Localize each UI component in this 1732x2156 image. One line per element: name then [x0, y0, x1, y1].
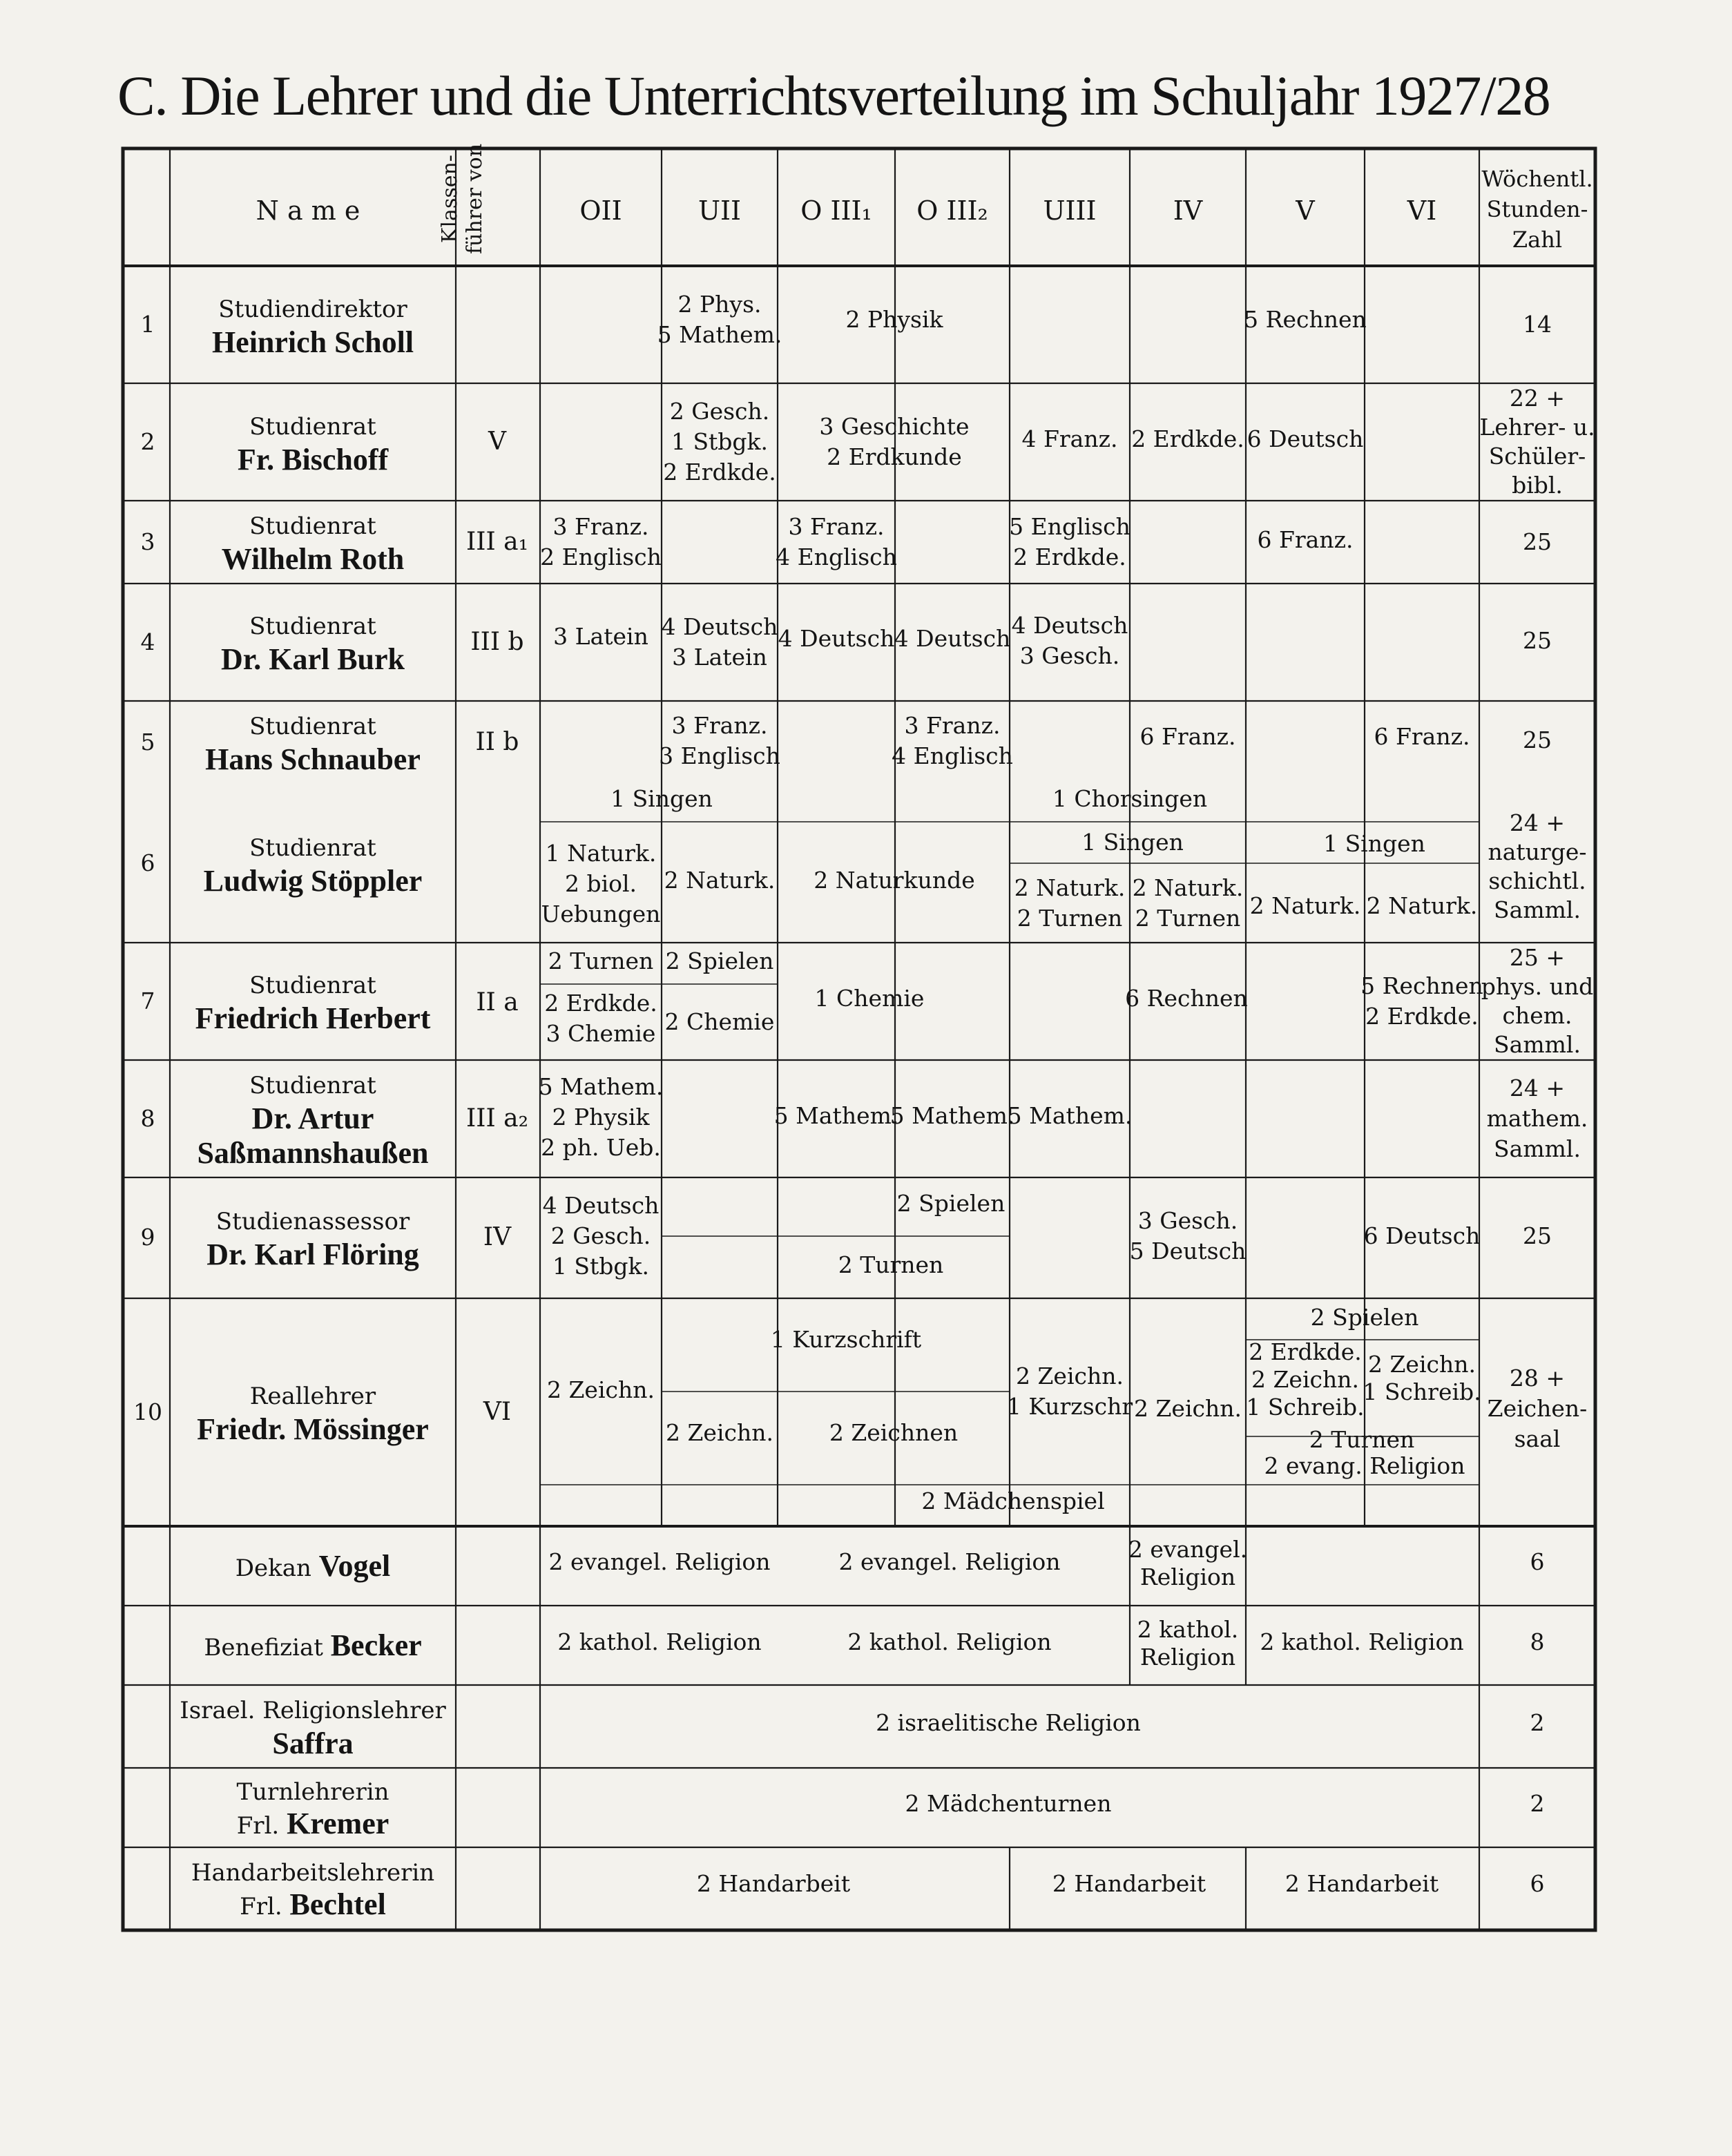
row-number: 9: [140, 1224, 155, 1251]
lesson-cell: 2 Zeichn.: [666, 1419, 773, 1446]
lesson-cell: 2 kathol. Religion: [847, 1628, 1052, 1655]
lesson-cell: 2 Spielen: [1310, 1304, 1419, 1331]
header-vi: VI: [1407, 195, 1437, 226]
teacher-name: Studienrat Hans Schnauber: [205, 712, 421, 776]
teacher-name: Benefiziat Becker: [204, 1628, 422, 1662]
klassenfuehrer-cell: II a: [476, 988, 519, 1017]
lesson-cell: 4 Deutsch: [894, 625, 1011, 652]
lesson-cell: 2 Spielen: [665, 947, 774, 974]
row-number: 6: [140, 849, 155, 876]
lesson-cell: 6 Franz.: [1139, 723, 1236, 750]
lesson-cell: 3 Gesch. 5 Deutsch: [1129, 1207, 1247, 1264]
lesson-cell: 2 Handarbeit: [696, 1870, 851, 1897]
lesson-cell: 3 Franz. 2 Englisch: [540, 513, 662, 570]
weekly-hours: 22 + Lehrer- u. Schüler- bibl.: [1479, 385, 1595, 499]
teacher-name: Turnlehrerin Frl. Kremer: [236, 1778, 389, 1840]
teacher-name: Studienassessor Dr. Karl Flöring: [206, 1208, 419, 1271]
lesson-cell: 2 Gesch. 1 Stbgk. 2 Erdkde.: [663, 398, 776, 485]
row-number: 8: [140, 1105, 155, 1132]
lesson-cell: 5 Mathem. 2 Physik 2 ph. Ueb.: [538, 1073, 664, 1161]
weekly-hours: 2: [1530, 1709, 1545, 1736]
lesson-cell: 2 Zeichn.: [1134, 1395, 1242, 1422]
lesson-cell: 6 Franz.: [1374, 723, 1470, 750]
header-uii: UII: [697, 195, 742, 226]
lesson-cell: 5 Englisch 2 Erdkde.: [1009, 513, 1130, 570]
lesson-cell: 2 Physik: [845, 306, 943, 333]
lesson-cell: 2 Turnen: [1309, 1426, 1415, 1453]
lesson-cell: 2 Zeichn.: [547, 1376, 655, 1403]
weekly-hours: 25: [1523, 726, 1552, 753]
header-oii: OII: [579, 195, 622, 226]
header-iv: IV: [1173, 195, 1203, 226]
lesson-cell: 2 israelitische Religion: [876, 1709, 1141, 1736]
lesson-cell: 2 Naturkunde: [814, 867, 975, 894]
lesson-cell: 2 Naturk.: [1366, 892, 1478, 919]
lesson-cell: 1 Singen: [1323, 830, 1425, 857]
lesson-cell: 5 Rechnen: [1244, 306, 1367, 333]
weekly-hours: 25: [1523, 1222, 1552, 1249]
weekly-hours: 6: [1530, 1548, 1545, 1575]
lesson-cell: 2 Phys. 5 Mathem.: [657, 291, 782, 348]
klassenfuehrer-cell: III a₁: [466, 528, 528, 556]
header-name: N a m e: [256, 195, 360, 226]
row-number: 5: [140, 729, 155, 755]
lesson-cell: 2 Turnen: [838, 1251, 944, 1278]
lesson-cell: 6 Rechnen: [1125, 985, 1248, 1012]
teacher-name: Studienrat Ludwig Stöppler: [203, 834, 423, 898]
row-number: 4: [140, 628, 155, 655]
lesson-cell: 2 Zeichnen: [829, 1419, 959, 1446]
header-oiii1: O III₁: [800, 195, 872, 226]
lesson-cell: 2 Naturk. 2 Turnen: [1132, 874, 1244, 932]
lesson-cell: 4 Deutsch 3 Latein: [661, 613, 778, 671]
lesson-cell: 2 kathol. Religion: [557, 1628, 762, 1655]
klassenfuehrer-cell: V: [488, 427, 506, 456]
lesson-cell: 3 Franz. 4 Englisch: [892, 712, 1013, 769]
klassenfuehrer-cell: IV: [483, 1223, 512, 1251]
lesson-cell: 6 Deutsch: [1247, 425, 1364, 452]
teacher-name: Reallehrer Friedr. Mössinger: [197, 1382, 429, 1446]
weekly-hours: 25: [1523, 627, 1552, 654]
weekly-hours: 25: [1523, 528, 1552, 555]
header-oiii2: O III₂: [916, 195, 988, 226]
lesson-cell: 3 Franz. 4 Englisch: [776, 513, 897, 570]
weekly-hours: 28 + Zeichen- saal: [1487, 1365, 1588, 1452]
klassenfuehrer-cell: VI: [483, 1398, 512, 1426]
row-number: 1: [140, 311, 155, 338]
lesson-cell: 3 Franz. 3 Englisch: [659, 712, 780, 769]
weekly-hours: 8: [1530, 1628, 1545, 1655]
teacher-name: Studienrat Fr. Bischoff: [237, 412, 389, 477]
lesson-cell: 1 Singen: [610, 785, 713, 812]
lesson-cell: 2 Zeichn. 1 Schreib.: [1363, 1351, 1481, 1405]
lesson-cell: 2 Naturk.: [1249, 892, 1361, 919]
row-number: 10: [133, 1398, 162, 1425]
teacher-name: Israel. Religionslehrer Saffra: [180, 1696, 446, 1760]
lesson-cell: 2 Mädchenspiel: [921, 1488, 1105, 1514]
teacher-name: Studienrat Wilhelm Roth: [221, 512, 405, 576]
lesson-cell: 1 Naturk. 2 biol. Uebungen: [541, 840, 661, 927]
lesson-cell: 2 Zeichn. 1 Kurzschr: [1006, 1363, 1133, 1420]
weekly-hours: 24 + naturge- schichtl. Samml.: [1488, 809, 1587, 923]
lesson-cell: 2 Chemie: [664, 1008, 775, 1035]
klassenfuehrer-cell: II b: [475, 728, 519, 756]
lesson-cell: 2 Handarbeit: [1052, 1870, 1206, 1897]
header-uiii: UIII: [1043, 195, 1097, 226]
lesson-cell: 2 Naturk. 2 Turnen: [1014, 874, 1126, 932]
lesson-cell: 5 Mathem.: [1007, 1102, 1133, 1129]
header-klassenfuehrer: Klassen- führer von: [438, 143, 487, 255]
weekly-hours: 2: [1530, 1790, 1545, 1817]
lesson-cell: 2 evangel. Religion: [548, 1548, 771, 1575]
lesson-cell: 2 Handarbeit: [1284, 1870, 1439, 1897]
lesson-cell: 4 Deutsch 3 Gesch.: [1011, 612, 1128, 669]
lesson-cell: 6 Deutsch: [1363, 1222, 1481, 1249]
lesson-cell: 2 evangel. Religion: [1128, 1536, 1248, 1590]
lesson-cell: 1 Chemie: [814, 985, 925, 1012]
lesson-cell: 4 Deutsch 2 Gesch. 1 Stbgk.: [542, 1192, 660, 1280]
lesson-cell: 2 Naturk.: [664, 867, 776, 894]
klassenfuehrer-cell: III a₂: [466, 1104, 528, 1133]
lesson-cell: 2 Erdkde. 3 Chemie: [544, 990, 657, 1047]
lesson-cell: 2 Erdkde.: [1131, 425, 1244, 452]
lesson-cell: 1 Chorsingen: [1052, 785, 1208, 812]
row-number: 2: [140, 428, 155, 455]
row-number: 7: [140, 988, 155, 1014]
lesson-cell: 6 Franz.: [1257, 526, 1354, 553]
weekly-hours: 25 + phys. und chem. Samml.: [1481, 944, 1594, 1058]
lesson-cell: 3 Latein: [553, 623, 648, 650]
lesson-cell: 5 Mathem.: [889, 1102, 1015, 1129]
header-wochenstunden: Wöchentl. Stunden- Zahl: [1481, 165, 1593, 253]
teacher-name: Studiendirektor Heinrich Scholl: [211, 295, 414, 359]
lesson-cell: 3 Geschichte 2 Erdkunde: [819, 413, 970, 470]
teacher-name: Dekan Vogel: [235, 1548, 391, 1583]
weekly-hours: 14: [1523, 311, 1552, 338]
lesson-cell: 2 kathol. Religion: [1137, 1616, 1239, 1671]
teacher-name: Studienrat Dr. Karl Burk: [220, 612, 405, 676]
weekly-hours: 6: [1530, 1870, 1545, 1897]
lesson-cell: 1 Singen: [1081, 829, 1184, 856]
lesson-cell: 4 Franz.: [1021, 425, 1118, 452]
lesson-cell: 2 evang. Religion: [1264, 1452, 1465, 1479]
page-title: C. Die Lehrer und die Unterrichtsverteilung im Schuljahr 1927/28: [117, 64, 1550, 127]
lesson-cell: 5 Rechnen 2 Erdkde.: [1360, 972, 1483, 1030]
lesson-cell: 2 Mädchenturnen: [905, 1790, 1112, 1817]
lesson-cell: 2 kathol. Religion: [1260, 1628, 1464, 1655]
header-v: V: [1296, 195, 1315, 226]
lesson-cell: 2 Turnen: [548, 947, 654, 974]
lesson-cell: 1 Kurzschrift: [770, 1326, 922, 1353]
lesson-cell: 2 Spielen: [896, 1190, 1005, 1217]
teacher-name: Studienrat Friedrich Herbert: [195, 971, 431, 1035]
weekly-hours: 24 + mathem. Samml.: [1486, 1075, 1588, 1162]
lesson-cell: 2 Erdkde. 2 Zeichn. 1 Schreib.: [1246, 1338, 1365, 1421]
klassenfuehrer-cell: III b: [470, 628, 524, 656]
teacher-name: Handarbeitslehrerin Frl. Bechtel: [191, 1859, 435, 1921]
lesson-cell: 2 evangel. Religion: [838, 1548, 1061, 1575]
lesson-cell: 4 Deutsch: [778, 625, 895, 652]
lesson-cell: 5 Mathem.: [773, 1102, 899, 1129]
teacher-name: Studienrat Dr. Artur Saßmannshaußen: [197, 1071, 429, 1170]
row-number: 3: [140, 528, 155, 555]
